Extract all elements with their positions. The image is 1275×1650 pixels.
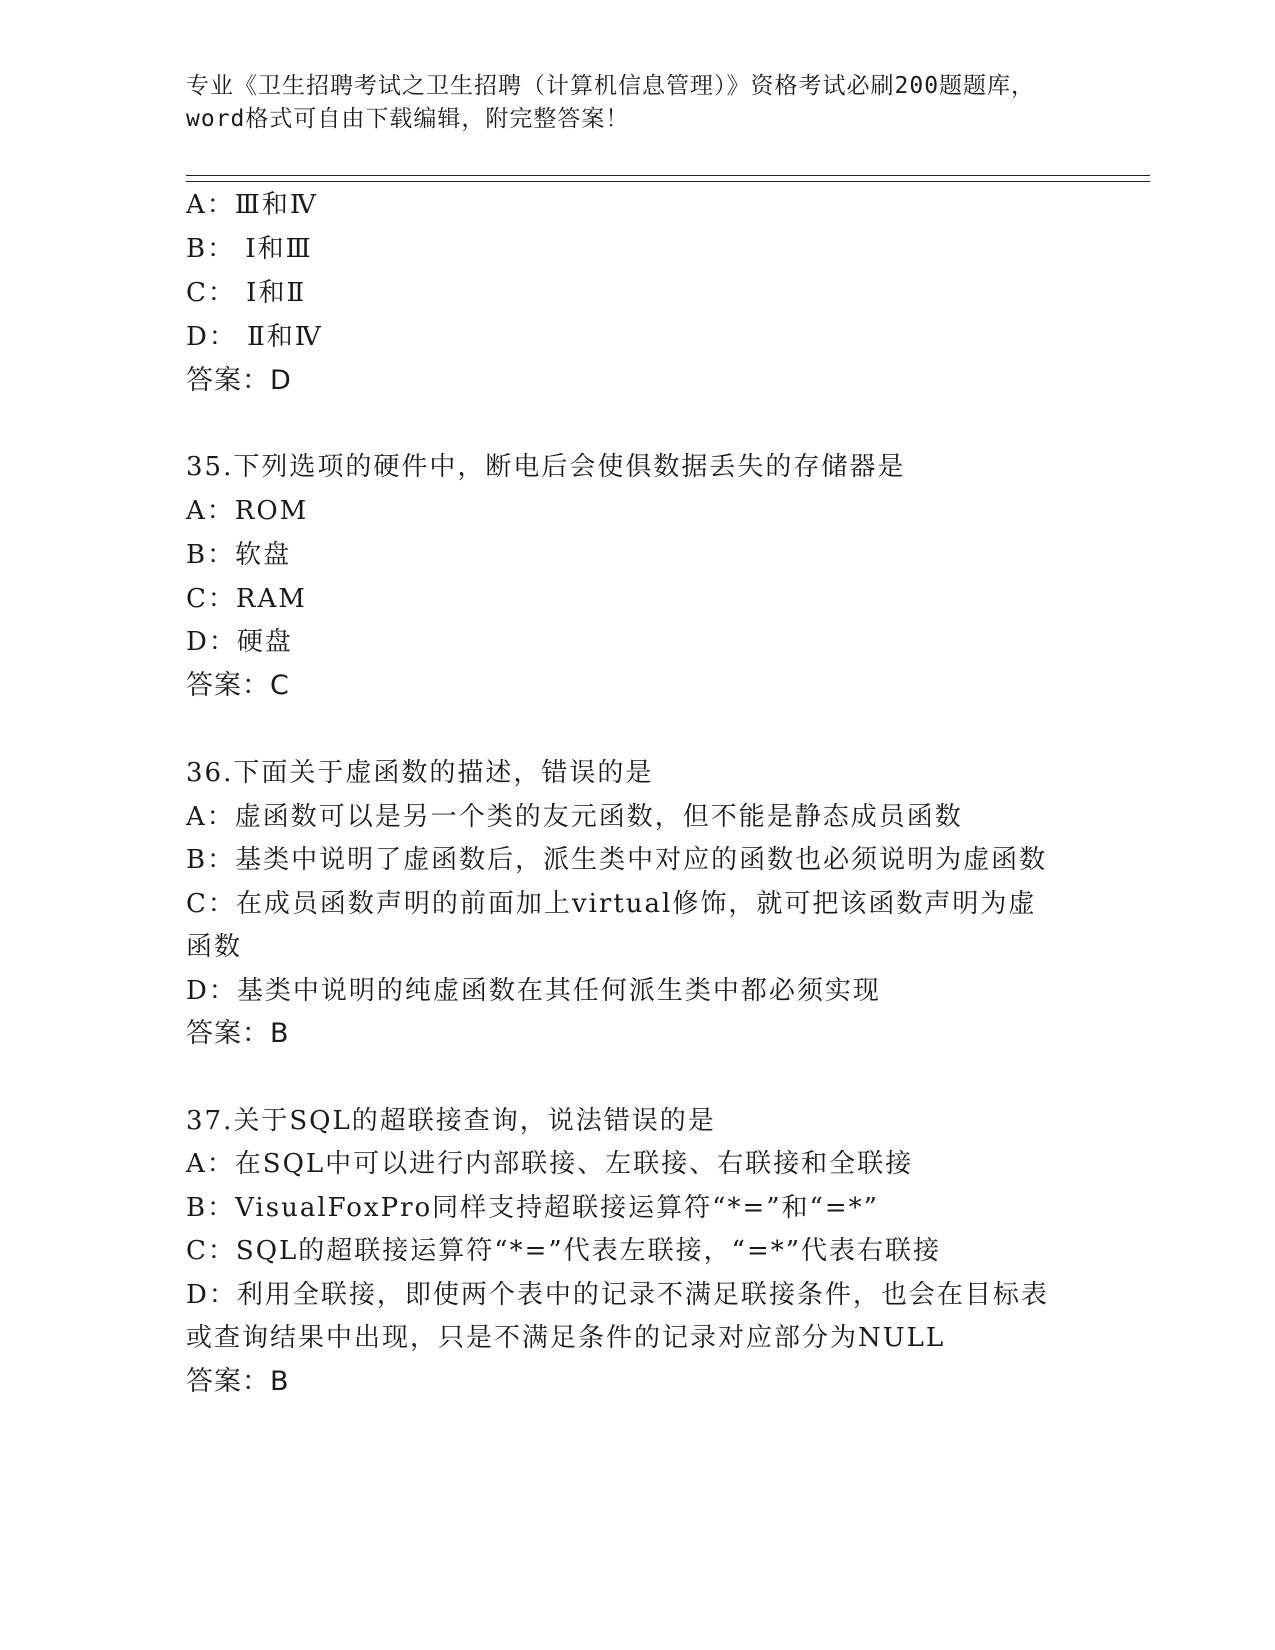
option-d — [186, 625, 293, 659]
option-d — [186, 1278, 1049, 1312]
option-d — [186, 320, 323, 354]
option-c — [186, 887, 1036, 921]
option-text: 虚函数可以是另一个类的友元函数，但不能是静态成员函数 — [234, 802, 963, 832]
option-b — [186, 1191, 879, 1225]
option-label: B： — [186, 234, 236, 264]
answer: 答案：D — [186, 365, 292, 396]
option-a — [186, 1147, 913, 1181]
option-label: A： — [186, 496, 235, 526]
option-text: Ⅲ和Ⅳ — [234, 190, 318, 220]
option-text: Ⅰ和Ⅲ — [235, 234, 313, 264]
question-stem-36: 36.下面关于虚函数的描述，错误的是 — [186, 758, 654, 788]
option-c-continued: 函数 — [186, 932, 243, 962]
option-a — [186, 800, 963, 834]
option-c — [186, 276, 306, 310]
option-b — [186, 843, 1047, 877]
option-b — [186, 232, 313, 266]
option-c — [186, 1234, 941, 1268]
option-text: SQL的超联接运算符“*=”代表左联接，“=*”代表右联接 — [235, 1236, 942, 1266]
option-text: Ⅰ和Ⅱ — [235, 278, 307, 308]
answer: 答案：C — [186, 670, 290, 701]
option-label: D： — [186, 322, 237, 352]
option-text: 软盘 — [235, 540, 292, 570]
question-stem-37: 37.关于SQL的超联接查询，说法错误的是 — [186, 1106, 716, 1136]
option-text: 在SQL中可以进行内部联接、左联接、右联接和全联接 — [234, 1149, 914, 1179]
option-text: 利用全联接，即使两个表中的记录不满足联接条件，也会在目标表 — [236, 1280, 1049, 1310]
option-text: 基类中说明了虚函数后，派生类中对应的函数也必须说明为虚函数 — [235, 845, 1048, 875]
option-text: VisualFoxPro同样支持超联接运算符“*=”和“=*” — [235, 1193, 879, 1223]
answer: 答案：B — [186, 1018, 290, 1049]
option-text: RAM — [235, 584, 307, 614]
option-label: B： — [186, 540, 236, 570]
option-label: C： — [186, 1236, 236, 1266]
option-a — [186, 494, 308, 528]
option-label: B： — [186, 1193, 236, 1223]
option-label: B： — [186, 845, 236, 875]
header-title-line-2: word格式可自由下载编辑，附完整答案！ — [186, 106, 630, 132]
option-label: A： — [186, 802, 235, 832]
option-label: C： — [186, 278, 236, 308]
page-header — [186, 70, 1086, 136]
option-text: 硬盘 — [236, 627, 293, 657]
header-title-line-1: 专业《卫生招聘考试之卫生招聘（计算机信息管理）》资格考试必刷200题题库， — [186, 73, 1036, 99]
option-text: Ⅱ和Ⅳ — [236, 322, 323, 352]
option-a — [186, 188, 318, 222]
header-rule-top — [186, 175, 1150, 176]
option-c — [186, 582, 307, 616]
option-text: ROM — [234, 496, 309, 526]
option-label: D： — [186, 1280, 237, 1310]
header-rule-bottom — [186, 181, 1150, 182]
option-b — [186, 538, 291, 572]
option-text: 在成员函数声明的前面加上virtual修饰，就可把该函数声明为虚 — [235, 889, 1037, 919]
option-label: A： — [186, 1149, 235, 1179]
question-stem-35: 35.下列选项的硬件中，断电后会使俱数据丢失的存储器是 — [186, 452, 906, 482]
option-label: D： — [186, 976, 237, 1006]
option-label: A： — [186, 190, 235, 220]
option-text: 基类中说明的纯虚函数在其任何派生类中都必须实现 — [236, 976, 881, 1006]
answer: 答案：B — [186, 1366, 290, 1397]
option-label: C： — [186, 889, 236, 919]
option-label: C： — [186, 584, 236, 614]
option-d — [186, 974, 881, 1008]
option-label: D： — [186, 627, 237, 657]
option-d-continued: 或查询结果中出现，只是不满足条件的记录对应部分为NULL — [186, 1323, 946, 1353]
